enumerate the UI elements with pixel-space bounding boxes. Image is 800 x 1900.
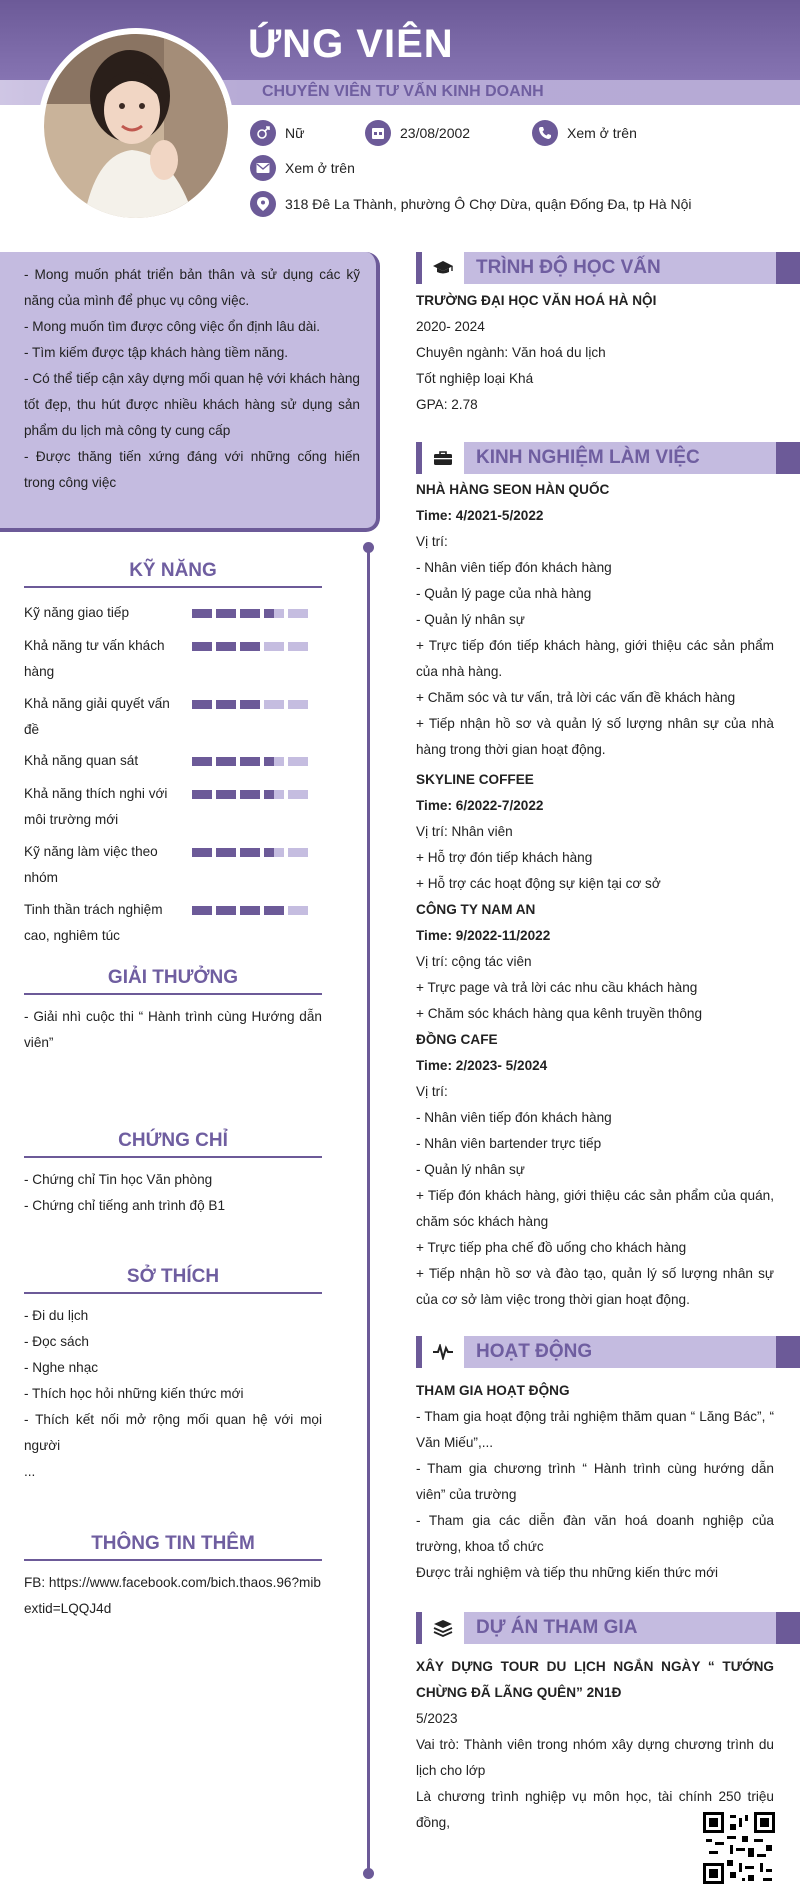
skill-name: Kỹ năng giao tiếp xyxy=(24,605,130,620)
skill-bar-segment xyxy=(216,609,236,618)
skill-name: Kỹ năng làm việc theo nhóm xyxy=(24,844,158,885)
skill-bar-segment xyxy=(216,642,236,651)
address-text: 318 Đê La Thành, phường Ô Chợ Dừa, quận Đống Đa, tp Hà Nội xyxy=(285,196,692,212)
skill-bar-segment xyxy=(216,790,236,799)
skill-rating xyxy=(192,609,308,618)
objective-line: - Có thể tiếp cận xây dựng mối quan hệ với khách hàng tốt đẹp, thu hút được nhiều khách hàng sử dụng sản phẩm du lịch mà công ty cung cấp xyxy=(24,371,360,438)
skills-title: KỸ NĂNG xyxy=(24,560,322,588)
job-time: Time: 9/2022-11/2022 xyxy=(416,928,551,943)
activity-line: Được trải nghiệm và tiếp thu những kiến thức mới xyxy=(416,1565,719,1580)
job-line: - Quản lý nhân sự xyxy=(416,612,525,627)
job-line: Vị trí: Nhân viên xyxy=(416,824,513,839)
skill-bar-segment xyxy=(216,757,236,766)
facebook-link[interactable]: FB: https://www.facebook.com/bich.thaos.96?mibextid=LQQJ4d xyxy=(24,1575,321,1616)
job-line: + Tiếp nhận hồ sơ và quản lý số lượng nhân sự của nhà hàng trong thời gian hoạt động. xyxy=(416,716,774,757)
certificate-item: - Chứng chỉ Tin học Văn phòng xyxy=(24,1172,213,1187)
qr-code xyxy=(703,1812,775,1884)
company-name: ĐỒNG CAFE xyxy=(416,1032,498,1047)
skill-bar-segment xyxy=(288,700,308,709)
skill-bar-segment xyxy=(264,757,284,766)
hobby-item: - Đi du lịch xyxy=(24,1308,89,1323)
objective-line: - Mong muốn tìm được công việc ổn định lâu dài. xyxy=(24,319,321,334)
skill-bar-segment xyxy=(264,848,284,857)
activity-line: - Tham gia chương trình “ Hành trình cùng hướng dẫn viên” của trường xyxy=(416,1461,774,1502)
job-line: + Chăm sóc và tư vấn, trả lời các vấn đề khách hàng xyxy=(416,690,736,705)
avatar-photo xyxy=(44,34,228,218)
hobby-item: ... xyxy=(24,1464,36,1479)
more-info-title: THÔNG TIN THÊM xyxy=(24,1533,322,1561)
company-name: CÔNG TY NAM AN xyxy=(416,902,536,917)
project-line: 5/2023 xyxy=(416,1711,458,1726)
skill-bar-segment xyxy=(240,642,260,651)
job-line: - Nhân viên tiếp đón khách hàng xyxy=(416,560,612,575)
job-line: - Nhân viên tiếp đón khách hàng xyxy=(416,1110,612,1125)
education-line: GPA: 2.78 xyxy=(416,397,478,412)
email-text: Xem ở trên xyxy=(285,160,355,176)
skill-name: Tinh thần trách nghiệm cao, nghiêm túc xyxy=(24,902,163,943)
objective-line: - Tìm kiếm được tập khách hàng tiềm năng. xyxy=(24,345,289,360)
experience-title: KINH NGHIỆM LÀM VIỆC xyxy=(476,447,700,468)
skill-bar-segment xyxy=(240,906,260,915)
calendar-icon xyxy=(365,120,391,146)
email-icon xyxy=(250,155,276,181)
hobby-item: - Nghe nhạc xyxy=(24,1360,99,1375)
activities-header xyxy=(416,1336,800,1368)
projects-title: DỰ ÁN THAM GIA xyxy=(476,1617,638,1638)
job-time: Time: 2/2023- 5/2024 xyxy=(416,1058,548,1073)
job-line: + Chăm sóc khách hàng qua kênh truyền thông xyxy=(416,1006,703,1021)
awards-title: GIẢI THƯỞNG xyxy=(24,967,322,995)
award-item: - Giải nhì cuộc thi “ Hành trình cùng Hướng dẫn viên” xyxy=(24,1009,322,1050)
job-line: + Hỗ trợ các hoạt động sự kiện tại cơ sở xyxy=(416,876,661,891)
location-icon xyxy=(250,191,276,217)
education-header xyxy=(416,252,800,284)
skill-rating xyxy=(192,848,308,857)
skill-name: Khả năng quan sát xyxy=(24,753,139,768)
skill-bar-segment xyxy=(192,700,212,709)
skill-bar-segment xyxy=(240,700,260,709)
skill-rating xyxy=(192,906,308,915)
project-line: Vai trò: Thành viên trong nhóm xây dựng chương trình du lịch cho lớp xyxy=(416,1737,774,1778)
skill-bar-segment xyxy=(264,642,284,651)
skill-bar-segment xyxy=(192,642,212,651)
job-line: - Quản lý nhân sự xyxy=(416,1162,525,1177)
phone-icon xyxy=(532,120,558,146)
job-time: Time: 6/2022-7/2022 xyxy=(416,798,544,813)
skill-bar-segment xyxy=(192,609,212,618)
briefcase-icon xyxy=(416,442,464,474)
job-line: + Tiếp nhận hồ sơ và đào tạo, quản lý số lượng nhân sự của cơ sở làm việc trong thời gian hoạt động. xyxy=(416,1266,774,1307)
skill-bar-segment xyxy=(288,609,308,618)
education-line: 2020- 2024 xyxy=(416,319,485,334)
hobby-item: - Thích kết nối mở rộng mối quan hệ với mọi người xyxy=(24,1412,322,1453)
objective-line: - Được thăng tiến xứng đáng với những cống hiến trong công việc xyxy=(24,449,360,490)
project-heading: XÂY DỰNG TOUR DU LỊCH NGẮN NGÀY “ TƯỚNG CHỪNG ĐÃ LÃNG QUÊN” 2N1Đ xyxy=(416,1659,774,1700)
hobbies-title: SỞ THÍCH xyxy=(24,1266,322,1294)
dob-text: 23/08/2002 xyxy=(400,125,471,141)
skill-bar-segment xyxy=(216,906,236,915)
company-name: NHÀ HÀNG SEON HÀN QUỐC xyxy=(416,482,610,497)
activities-title: HOẠT ĐỘNG xyxy=(476,1341,593,1362)
job-line: + Trực tiếp pha chế đồ uống cho khách hàng xyxy=(416,1240,687,1255)
certificates-title: CHỨNG CHỈ xyxy=(24,1130,322,1158)
skill-bar-segment xyxy=(192,757,212,766)
job-line: + Hỗ trợ đón tiếp khách hàng xyxy=(416,850,593,865)
timeline-dot-top xyxy=(363,542,374,553)
skill-bar-segment xyxy=(264,609,284,618)
activity-line: - Tham gia hoạt động trải nghiệm thăm quan “ Lăng Bác”, “ Văn Miếu”,... xyxy=(416,1409,774,1450)
school-name: TRƯỜNG ĐẠI HỌC VĂN HOÁ HÀ NỘI xyxy=(416,293,657,308)
skill-bar-segment xyxy=(240,609,260,618)
skill-bar-segment xyxy=(192,790,212,799)
skill-rating xyxy=(192,790,308,799)
skill-rating xyxy=(192,642,308,651)
skill-bar-segment xyxy=(216,700,236,709)
projects-header xyxy=(416,1612,800,1644)
candidate-name: ỨNG VIÊN xyxy=(248,22,454,66)
skill-name: Khả năng giải quyết vấn đề xyxy=(24,696,170,737)
candidate-role: CHUYÊN VIÊN TƯ VẤN KINH DOANH xyxy=(262,83,544,100)
skill-bar-segment xyxy=(192,906,212,915)
job-line: - Nhân viên bartender trực tiếp xyxy=(416,1136,602,1151)
job-line: + Trực page và trả lời các nhu cầu khách hàng xyxy=(416,980,698,995)
gender-icon xyxy=(250,120,276,146)
activity-pulse-icon xyxy=(416,1336,464,1368)
skill-bar-segment xyxy=(240,848,260,857)
objective-panel xyxy=(0,252,380,532)
activities-heading: THAM GIA HOẠT ĐỘNG xyxy=(416,1383,570,1398)
skill-bar-segment xyxy=(288,790,308,799)
objective-line: - Mong muốn phát triển bản thân và sử dụng các kỹ năng của mình để phục vụ công việc. xyxy=(24,267,360,308)
job-line: + Trực tiếp đón tiếp khách hàng, giới thiệu các sản phẩm của nhà hàng. xyxy=(416,638,774,679)
timeline-line xyxy=(367,546,370,1872)
graduation-cap-icon xyxy=(416,252,464,284)
education-line: Chuyên ngành: Văn hoá du lịch xyxy=(416,345,606,360)
education-line: Tốt nghiệp loại Khá xyxy=(416,371,534,386)
hobby-item: - Thích học hỏi những kiến thức mới xyxy=(24,1386,244,1401)
skill-bar-segment xyxy=(264,790,284,799)
project-line: Là chương trình nghiệp vụ môn học, tài chính 250 triệu đồng, xyxy=(416,1789,774,1830)
skill-bar-segment xyxy=(240,757,260,766)
job-line: Vị trí: cộng tác viên xyxy=(416,954,532,969)
phone-text: Xem ở trên xyxy=(567,125,637,141)
company-name: SKYLINE COFFEE xyxy=(416,772,534,787)
skill-rating xyxy=(192,700,308,709)
certificate-item: - Chứng chỉ tiếng anh trình độ B1 xyxy=(24,1198,226,1213)
gender-text: Nữ xyxy=(285,125,305,141)
skill-bar-segment xyxy=(264,906,284,915)
skill-bar-segment xyxy=(288,642,308,651)
skill-bar-segment xyxy=(216,848,236,857)
skill-bar-segment xyxy=(288,848,308,857)
skill-bar-segment xyxy=(288,906,308,915)
skill-bar-segment xyxy=(192,848,212,857)
skill-bar-segment xyxy=(264,700,284,709)
skill-bar-segment xyxy=(240,790,260,799)
skill-bar-segment xyxy=(288,757,308,766)
hobby-item: - Đọc sách xyxy=(24,1334,89,1349)
job-line: - Quản lý page của nhà hàng xyxy=(416,586,592,601)
education-title: TRÌNH ĐỘ HỌC VẤN xyxy=(476,257,661,278)
timeline-dot-bottom xyxy=(363,1868,374,1879)
skill-name: Khả năng tư vấn khách hàng xyxy=(24,638,165,679)
job-time: Time: 4/2021-5/2022 xyxy=(416,508,544,523)
skill-rating xyxy=(192,757,308,766)
skill-name: Khả năng thích nghi với môi trường mới xyxy=(24,786,168,827)
job-line: + Tiếp đón khách hàng, giới thiệu các sản phẩm của quán, chăm sóc khách hàng xyxy=(416,1188,774,1229)
job-line: Vị trí: xyxy=(416,534,448,549)
layers-icon xyxy=(416,1612,464,1644)
job-line: Vị trí: xyxy=(416,1084,448,1099)
experience-header xyxy=(416,442,800,474)
avatar xyxy=(38,28,234,224)
activity-line: - Tham gia các diễn đàn văn hoá doanh nghiệp của trường, khoa tổ chức xyxy=(416,1513,774,1554)
